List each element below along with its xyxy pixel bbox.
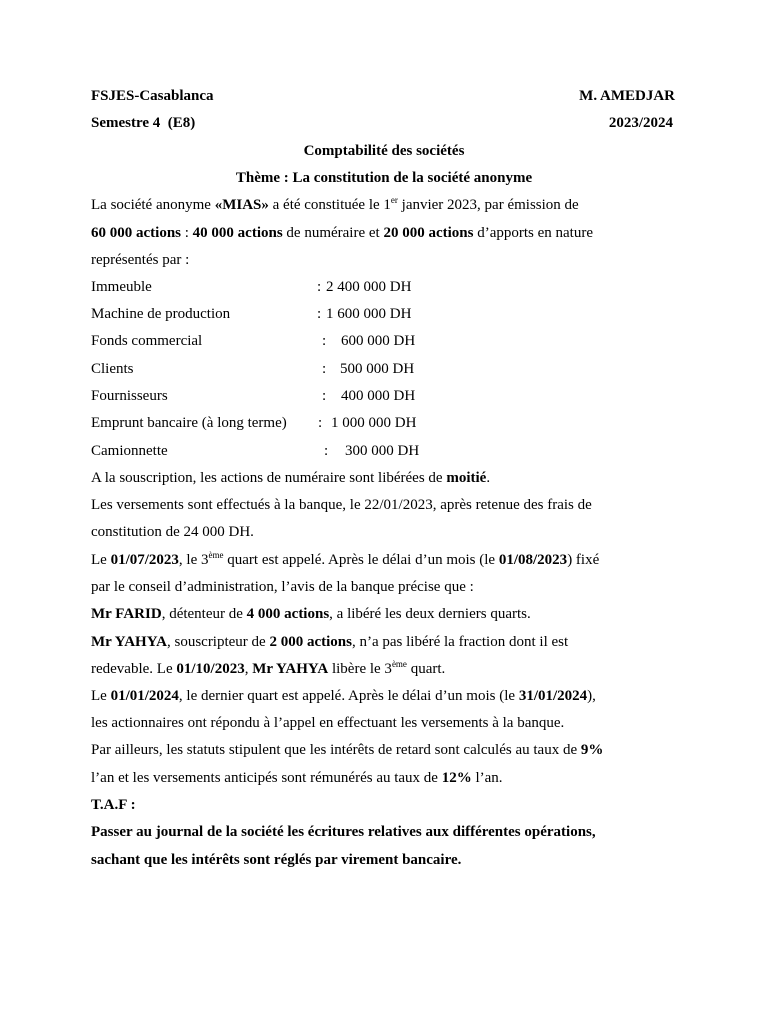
asset-separator: :: [317, 279, 322, 295]
asset-separator: :: [322, 361, 327, 377]
taf-label: T.A.F :: [91, 797, 136, 813]
intro-line-1: La société anonyme «MIAS» a été constituée le 1er janvier 2023, par émission de: [91, 195, 579, 213]
asset-separator: :: [324, 443, 329, 459]
asset-amount: 400 000 DH: [341, 388, 416, 404]
asset-amount: 500 000 DH: [340, 361, 415, 377]
paragraph-liberation: A la souscription, les actions de numéraire sont libérées de moitié.: [91, 470, 491, 486]
asset-separator: :: [317, 306, 322, 322]
paragraph-third-quarter-line-2: par le conseil d’administration, l’avis de la banque précise que :: [91, 579, 474, 595]
paragraph-interest-line-1: Par ailleurs, les statuts stipulent que les intérêts de retard sont calculés au taux de 9%: [91, 742, 604, 758]
paragraph-yahya-line-1: Mr YAHYA, souscripteur de 2 000 actions, n’a pas libéré la fraction dont il est: [91, 634, 569, 650]
asset-amount: 2 400 000 DH: [326, 279, 412, 295]
asset-row: [91, 332, 511, 350]
paragraph-versements-line-2: constitution de 24 000 DH.: [91, 524, 254, 540]
asset-separator: :: [322, 333, 327, 349]
asset-amount: 1 000 000 DH: [331, 415, 417, 431]
asset-name: Camionnette: [91, 443, 168, 459]
asset-separator: :: [318, 415, 323, 431]
intro-line-3: représentés par :: [91, 252, 190, 268]
document-title: Comptabilité des sociétés: [303, 143, 465, 159]
company-name: «MIAS»: [214, 197, 269, 213]
paragraph-yahya-line-2: redevable. Le 01/10/2023, Mr YAHYA libère le 3ème quart.: [91, 659, 446, 677]
asset-name: Fournisseurs: [91, 388, 168, 404]
asset-row: [91, 387, 511, 405]
paragraph-last-quarter-line-2: les actionnaires ont répondu à l’appel en effectuant les versements à la banque.: [91, 715, 565, 731]
asset-row: [91, 278, 511, 296]
asset-separator: :: [322, 388, 327, 404]
theme-title: Thème : La constitution de la société anonyme: [235, 170, 533, 186]
paragraph-farid: Mr FARID, détenteur de 4 000 actions, a libéré les deux derniers quarts.: [91, 606, 531, 622]
asset-row: [91, 305, 511, 323]
asset-amount: 1 600 000 DH: [326, 306, 412, 322]
asset-row: [91, 442, 511, 460]
taf-instruction-line-2: sachant que les intérêts sont réglés par virement bancaire.: [91, 852, 462, 868]
institution-name: FSJES-Casablanca: [91, 88, 214, 104]
paragraph-versements-line-1: Les versements sont effectués à la banque, le 22/01/2023, après retenue des frais de: [91, 497, 592, 513]
asset-name: Emprunt bancaire (à long terme): [91, 415, 287, 431]
asset-amount: 600 000 DH: [341, 333, 416, 349]
academic-year: 2023/2024: [608, 115, 673, 131]
paragraph-interest-line-2: l’an et les versements anticipés sont rémunérés au taux de 12% l’an.: [91, 770, 503, 786]
asset-name: Immeuble: [91, 279, 152, 295]
author-name: M. AMEDJAR: [579, 88, 675, 104]
asset-name: Machine de production: [91, 306, 231, 322]
intro-line-2: 60 000 actions : 40 000 actions de numéraire et 20 000 actions d’apports en nature: [91, 225, 593, 241]
asset-name: Clients: [91, 361, 134, 377]
semester-label: Semestre 4 (E8): [91, 115, 196, 131]
taf-instruction-line-1: Passer au journal de la société les écritures relatives aux différentes opérations,: [91, 824, 596, 840]
asset-row: [91, 414, 511, 432]
asset-amount: 300 000 DH: [345, 443, 420, 459]
asset-name: Fonds commercial: [91, 333, 203, 349]
paragraph-third-quarter-line-1: Le 01/07/2023, le 3ème quart est appelé. Après le délai d’un mois (le 01/08/2023) fixé: [91, 550, 600, 568]
asset-row: [91, 360, 511, 378]
paragraph-last-quarter-line-1: Le 01/01/2024, le dernier quart est appelé. Après le délai d’un mois (le 31/01/2024),: [91, 688, 596, 704]
